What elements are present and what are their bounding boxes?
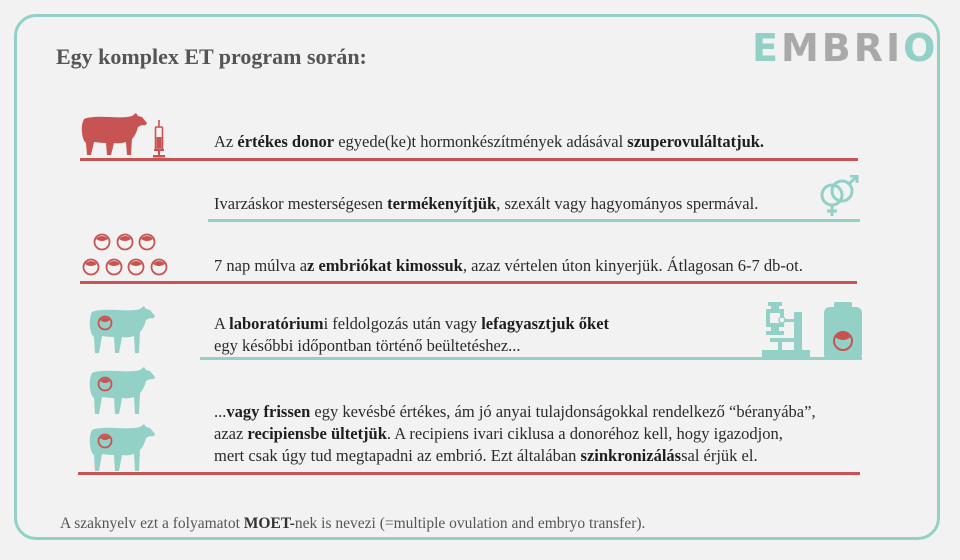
step-4-bold: laboratórium	[229, 314, 324, 333]
step-5-text	[214, 401, 816, 467]
step-2-part: , szexált vagy hagyományos spermával.	[496, 194, 759, 213]
step-5-bold: recipiensbe ültetjük	[247, 424, 387, 443]
step-5-part: azaz	[214, 424, 248, 443]
divider-teal	[200, 357, 862, 360]
logo-text: EMBRIO	[752, 26, 939, 70]
step-5-part: . A recipiens ivari ciklusa a donoréhoz kell, hogy igazodjon,	[386, 424, 783, 443]
cryo-container-icon	[824, 302, 862, 365]
step-4-text	[214, 313, 609, 357]
gender-symbols-icon	[818, 175, 862, 224]
footer-part: A szaknyelv ezt a folyamatot	[60, 515, 244, 532]
recipient-cow-icon	[88, 423, 158, 478]
step-5-part: ...	[214, 402, 227, 421]
step-1-text	[214, 131, 764, 153]
footer-note	[60, 515, 645, 533]
step-3-part: 7 nap múlva a	[214, 256, 308, 275]
step-3-part: , azaz vértelen úton kinyerjük. Átlagosan 6-7 db-ot.	[462, 256, 803, 275]
step-5-bold: vagy frissen	[226, 402, 311, 421]
step-5-bold: szinkronizálás	[580, 446, 682, 465]
step-1-part: Az	[214, 132, 238, 151]
footer-part: nek is nevezi (=multiple ovulation and embryo transfer).	[294, 515, 646, 532]
step-5-part: sal érjük el.	[681, 446, 758, 465]
step-4-part: i feldolgozás után vagy	[323, 314, 482, 333]
step-2-part: Ivarzáskor mesterségesen	[214, 194, 388, 213]
divider-red	[80, 158, 858, 161]
step-4-part: A	[214, 314, 230, 333]
microscope-icon	[762, 302, 810, 363]
step-5-part: mert csak úgy tud megtapadni az embrió. Ezt általában	[214, 446, 581, 465]
recipient-cow-icon	[88, 366, 158, 421]
step-2-bold: termékenyítjük	[387, 194, 497, 213]
step-4-part: egy későbbi időpontban történő beültetéshez...	[214, 336, 521, 355]
step-4-bold: lefagyasztjuk őket	[481, 314, 610, 333]
step-5-part: egy kevésbé értékes, ám jó anyai tulajdonságokkal rendelkező “béranyába”,	[310, 402, 816, 421]
page-title: Egy komplex ET program során:	[56, 44, 367, 69]
cow-icon	[80, 113, 150, 162]
step-3-text	[214, 255, 803, 277]
footer-bold: MOET-	[243, 515, 295, 532]
embryo-group-icon	[80, 232, 172, 283]
step-4-line	[214, 313, 609, 335]
syringe-icon	[152, 120, 166, 163]
step-1-part: egyede(ke)t hormonkészítmények adásával	[334, 132, 628, 151]
step-2-text	[214, 193, 758, 215]
step-5-line	[214, 401, 816, 423]
divider-red	[78, 472, 860, 475]
recipient-cow-icon	[88, 305, 158, 360]
embrio-logo	[752, 26, 938, 70]
step-3-bold: z embriókat kimossuk	[307, 256, 463, 275]
step-1-bold: értékes donor	[237, 132, 335, 151]
step-1-bold: szuperovuláltatjuk.	[627, 132, 765, 151]
divider-red	[80, 281, 857, 284]
step-5-line	[214, 423, 816, 445]
step-4-line	[214, 335, 609, 357]
step-5-line	[214, 445, 816, 467]
divider-teal	[208, 219, 860, 222]
